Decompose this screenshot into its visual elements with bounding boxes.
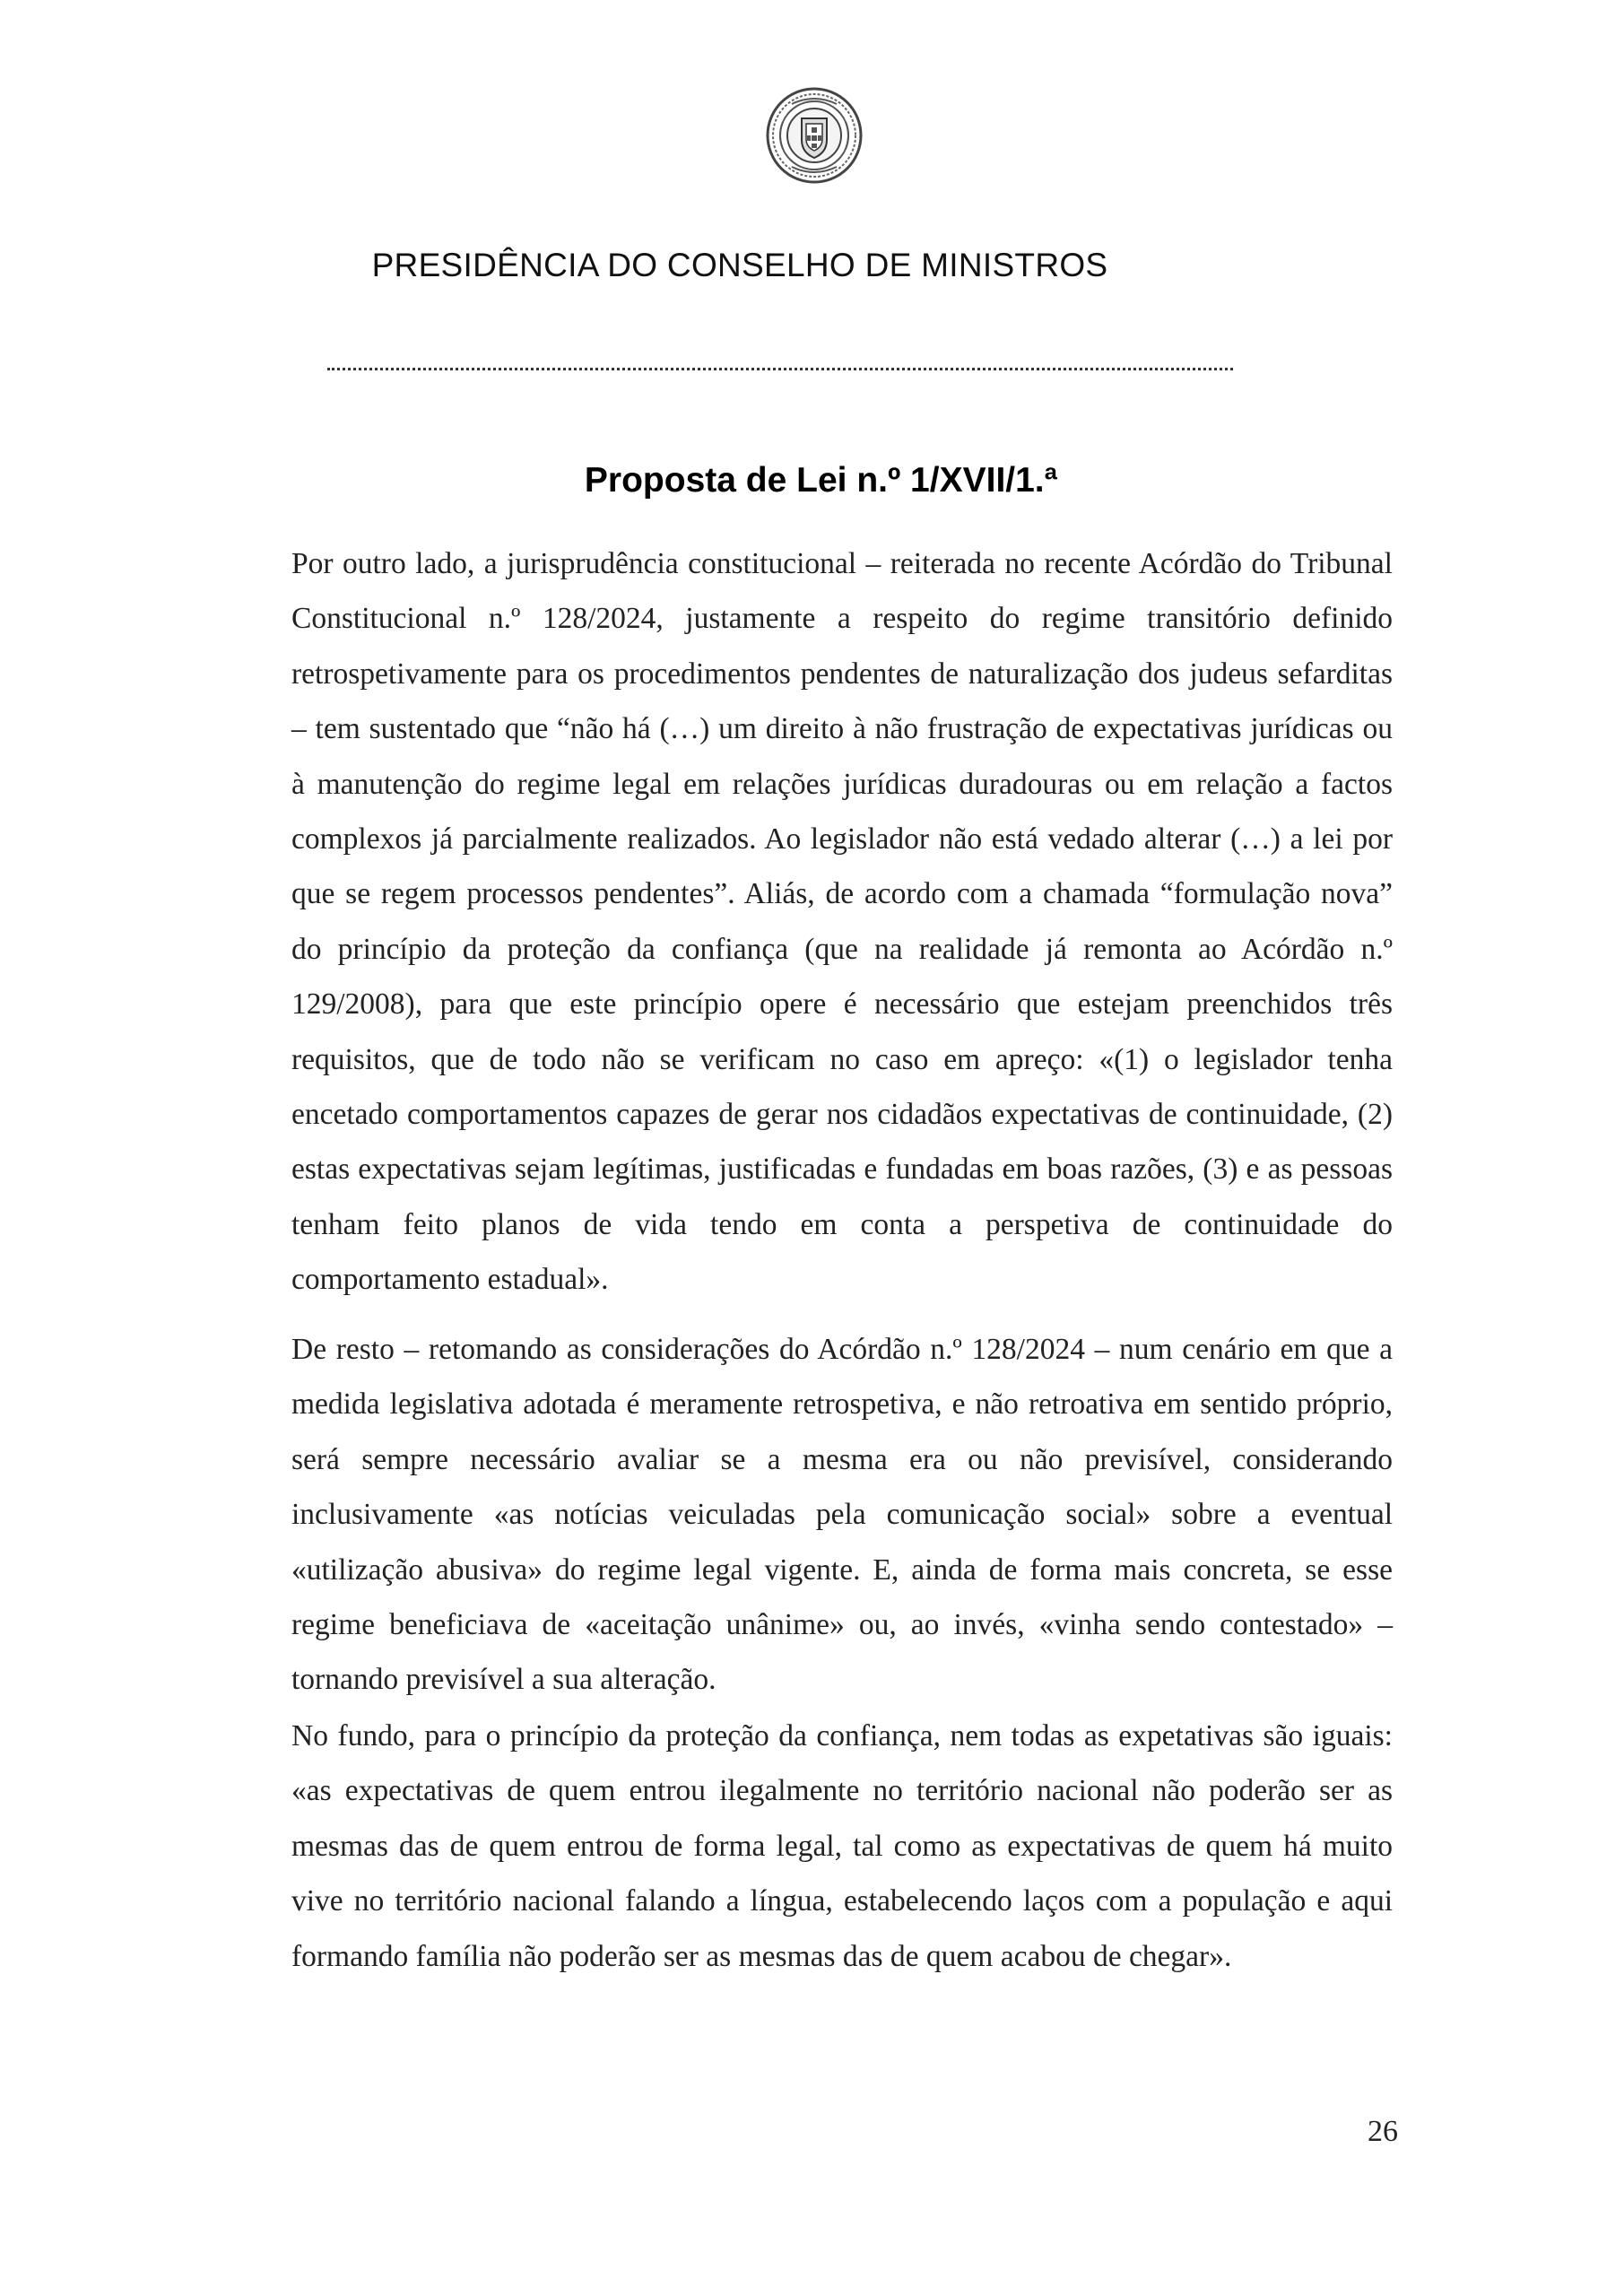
page-number: 26 — [1368, 2115, 1398, 2148]
portuguese-coat-of-arms-seal-icon — [765, 86, 864, 185]
body-paragraph: Por outro lado, a jurisprudência constitucional – reiterada no recente Acórdão do Tribunal Constitucional n.º 128/2024, justamente a respeito do regime transitório definido retrospetivamente para os procedimentos pendentes de naturalização dos judeus sefarditas – tem sustentado que “não há (…) um direito à não frustração de expectativas jurídicas ou à manutenção do regime legal em relações jurídicas duradouras ou em relação a factos complexos já parcialmente realizados. Ao legislador não está vedado alterar (…) a lei por que se regem processos pendentes”. Aliás, de acordo com a chamada “formulação nova” do princípio da proteção da confiança (que na realidade já remonta ao Acórdão n.º 129/2008), para que este princípio opere é necessário que estejam preenchidos três requisitos, que de todo não se verificam no caso em apreço: «(1) o legislador tenha encetado comportamentos capazes de gerar nos cidadãos expectativas de continuidade, (2) estas expectativas sejam legítimas, justificadas e fundadas em boas razões, (3) e as pessoas tenham feito planos de vida tendo em conta a perspetiva de continuidade do comportamento estadual». — [291, 547, 1393, 1297]
proposal-title: Proposta de Lei n.º 1/XVII/1.ª — [584, 461, 1058, 500]
body-paragraph: No fundo, para o princípio da proteção da confiança, nem todas as expetativas são iguais: «as expectativas de quem entrou ilegalmente no território nacional não poderão ser as mesmas das de quem entrou de forma legal, tal como as expectativas de quem há muito vive no território nacional falando a língua, estabelecendo laços com a população e aqui formando família não poderão ser as mesmas das de quem acabou de chegar». — [291, 1719, 1393, 1973]
ministry-header: PRESIDÊNCIA DO CONSELHO DE MINISTROS — [371, 247, 1108, 283]
body-paragraph: De resto – retomando as considerações do Acórdão n.º 128/2024 – num cenário em que a medida legislativa adotada é meramente retrospetiva, e não retroativa em sentido próprio, será sempre necessário avaliar se a mesma era ou não previsível, considerando inclusivamente «as notícias veiculadas pela comunicação social» sobre a eventual «utilização abusiva» do regime legal vigente. E, ainda de forma mais concreta, se esse regime beneficiava de «aceitação unânime» ou, ao invés, «vinha sendo contestado» – tornando previsível a sua alteração. — [291, 1333, 1393, 1697]
dotted-divider — [327, 368, 1233, 370]
